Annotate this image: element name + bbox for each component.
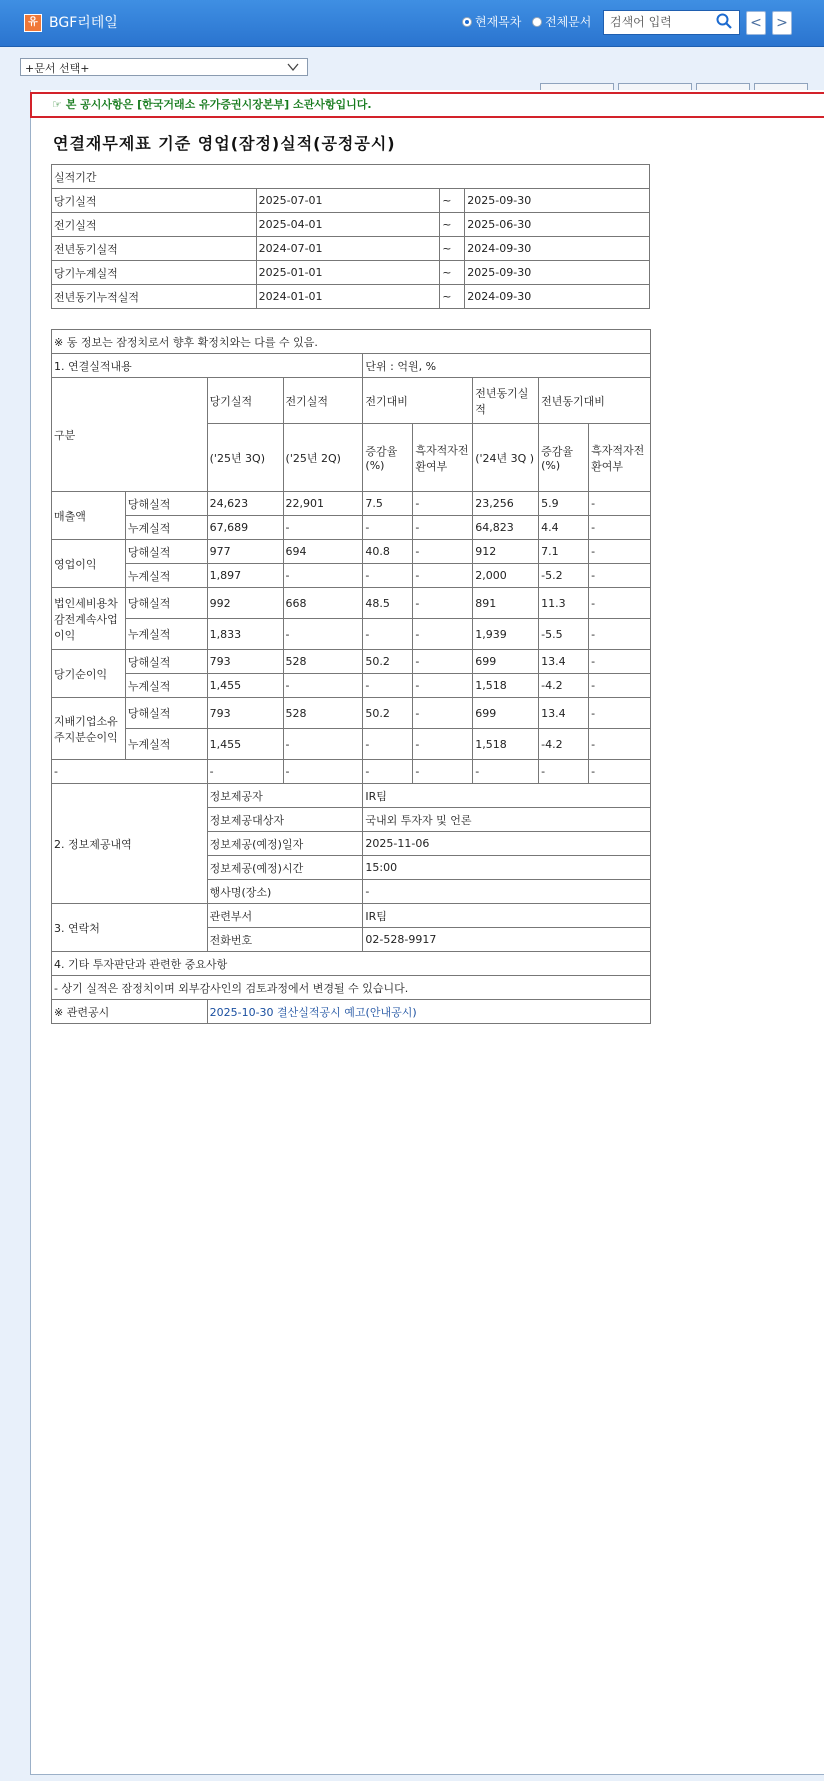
table-row [52, 285, 650, 309]
section-3-title: 3. 연락처 [52, 904, 208, 952]
value-cell: 992 [207, 588, 283, 619]
value-cell: 699 [473, 698, 539, 729]
period-sep: ~ [440, 285, 465, 309]
table-row [52, 189, 650, 213]
contact-key: 관련부서 [207, 904, 363, 928]
table-row [52, 698, 651, 729]
table-row [52, 540, 651, 564]
row-kind: 누계실적 [125, 619, 207, 650]
period-table [51, 164, 650, 309]
value-cell: - [413, 729, 473, 760]
header-previous: 전기실적 [283, 378, 363, 424]
radio-all-label: 전체문서 [545, 15, 592, 29]
radio-current-indicator[interactable] [462, 17, 472, 27]
value-cell: 793 [207, 650, 283, 674]
provisional-note: ※ 동 정보는 잠정치로서 향후 확정치와는 다를 수 있음. [52, 330, 651, 354]
period-sep: ~ [440, 189, 465, 213]
dash-cell: - [52, 760, 208, 784]
info-key: 정보제공자 [207, 784, 363, 808]
info-value: - [363, 880, 651, 904]
table-row [52, 650, 651, 674]
value-cell: 13.4 [539, 698, 589, 729]
info-value: 2025-11-06 [363, 832, 651, 856]
radio-current-label: 현재목차 [475, 15, 522, 29]
value-cell: - [589, 588, 651, 619]
value-cell: - [363, 729, 413, 760]
table-row [52, 674, 651, 698]
period-to: 2025-09-30 [465, 189, 650, 213]
results-table [51, 329, 651, 1024]
value-cell: 67,689 [207, 516, 283, 540]
related-label: ※ 관련공시 [52, 1000, 208, 1024]
period-to: 2025-09-30 [465, 261, 650, 285]
value-cell: - [413, 650, 473, 674]
header-current-quarter: ('25년 3Q) [207, 424, 283, 492]
value-cell: 24,623 [207, 492, 283, 516]
value-cell: - [413, 674, 473, 698]
period-from: 2025-07-01 [256, 189, 440, 213]
value-cell: 23,256 [473, 492, 539, 516]
value-cell: - [283, 564, 363, 588]
value-cell: -4.2 [539, 674, 589, 698]
dash-cell: - [589, 760, 651, 784]
period-from: 2025-04-01 [256, 213, 440, 237]
value-cell: 793 [207, 698, 283, 729]
table-row [52, 261, 650, 285]
period-label: 전년동기실적 [52, 237, 257, 261]
value-cell: 13.4 [539, 650, 589, 674]
row-kind: 당해실적 [125, 698, 207, 729]
header-prev-year: 전년동기실적 [473, 378, 539, 424]
related-disclosure-link[interactable]: 2025-10-30 결산실적공시 예고(안내공시) [207, 1000, 650, 1024]
period-to: 2025-06-30 [465, 213, 650, 237]
table-row [52, 564, 651, 588]
value-cell: - [363, 619, 413, 650]
value-cell: - [589, 619, 651, 650]
value-cell: - [589, 564, 651, 588]
dash-cell: - [473, 760, 539, 784]
value-cell: - [413, 516, 473, 540]
header-gubun: 구분 [52, 378, 208, 492]
row-kind: 누계실적 [125, 564, 207, 588]
row-kind: 누계실적 [125, 729, 207, 760]
item-name: 법인세비용차감전계속사업이익 [52, 588, 126, 650]
company-name[interactable]: BGF리테일 [49, 15, 118, 31]
value-cell: 7.5 [363, 492, 413, 516]
value-cell: 7.1 [539, 540, 589, 564]
value-cell: - [413, 588, 473, 619]
table-row [52, 729, 651, 760]
row-kind: 누계실적 [125, 674, 207, 698]
radio-all-indicator[interactable] [532, 17, 542, 27]
section-1-title: 1. 연결실적내용 [52, 354, 363, 378]
prev-result-button[interactable]: < [746, 11, 766, 35]
value-cell: - [283, 729, 363, 760]
value-cell: 50.2 [363, 650, 413, 674]
value-cell: 22,901 [283, 492, 363, 516]
info-key: 정보제공대상자 [207, 808, 363, 832]
row-kind: 당해실적 [125, 650, 207, 674]
item-name: 지배기업소유주지분순이익 [52, 698, 126, 760]
value-cell: 48.5 [363, 588, 413, 619]
value-cell: - [363, 674, 413, 698]
search-input[interactable]: 검색어 입력 [603, 10, 740, 35]
page-title: 연결재무제표 기준 영업(잠정)실적(공정공시) [53, 134, 396, 153]
value-cell: 912 [473, 540, 539, 564]
period-sep: ~ [440, 261, 465, 285]
period-label: 전기실적 [52, 213, 257, 237]
period-label: 당기누계실적 [52, 261, 257, 285]
value-cell: - [283, 674, 363, 698]
table-row [52, 760, 651, 784]
row-kind: 당해실적 [125, 588, 207, 619]
value-cell: - [589, 492, 651, 516]
document-select-value: +문서 선택+ [25, 62, 90, 75]
value-cell: 50.2 [363, 698, 413, 729]
info-key: 정보제공(예정)일자 [207, 832, 363, 856]
table-row [52, 516, 651, 540]
remark-text: - 상기 실적은 잠정치이며 외부감사인의 검토과정에서 변경될 수 있습니다. [52, 976, 651, 1000]
period-from: 2024-01-01 [256, 285, 440, 309]
dash-cell: - [207, 760, 283, 784]
value-cell: 891 [473, 588, 539, 619]
search-icon[interactable] [716, 13, 732, 29]
header-current: 당기실적 [207, 378, 283, 424]
header-vs-previous: 전기대비 [363, 378, 473, 424]
period-label: 당기실적 [52, 189, 257, 213]
results-body [52, 492, 651, 760]
value-cell: - [363, 516, 413, 540]
period-header: 실적기간 [52, 165, 650, 189]
value-cell: -5.2 [539, 564, 589, 588]
row-kind: 누계실적 [125, 516, 207, 540]
info-value: 국내외 투자자 및 언론 [363, 808, 651, 832]
info-key: 행사명(장소) [207, 880, 363, 904]
item-name: 매출액 [52, 492, 126, 540]
info-key: 정보제공(예정)시간 [207, 856, 363, 880]
value-cell: 699 [473, 650, 539, 674]
header-rate: 증감율(%) [363, 424, 413, 492]
info-value: IR팀 [363, 784, 651, 808]
value-cell: -5.5 [539, 619, 589, 650]
header-turn: 흑자적자전환여부 [413, 424, 473, 492]
value-cell: 1,897 [207, 564, 283, 588]
header-vs-prev-year: 전년동기대비 [539, 378, 651, 424]
period-sep: ~ [440, 213, 465, 237]
header-prev-year-quarter: ('24년 3Q ) [473, 424, 539, 492]
value-cell: 1,518 [473, 729, 539, 760]
company-logo-icon: 유 [24, 14, 42, 32]
period-label: 전년동기누적실적 [52, 285, 257, 309]
value-cell: 1,518 [473, 674, 539, 698]
value-cell: 977 [207, 540, 283, 564]
jurisdiction-notice: ☞ 본 공시사항은 [한국거래소 유가증권시장본부] 소관사항입니다. [30, 92, 824, 118]
value-cell: - [413, 564, 473, 588]
value-cell: 11.3 [539, 588, 589, 619]
period-from: 2025-01-01 [256, 261, 440, 285]
value-cell: - [589, 729, 651, 760]
info-value: 15:00 [363, 856, 651, 880]
value-cell: - [413, 619, 473, 650]
value-cell: - [413, 698, 473, 729]
top-bar [0, 0, 824, 47]
table-row [52, 213, 650, 237]
document-select[interactable] [20, 58, 308, 76]
value-cell: - [589, 516, 651, 540]
value-cell: 528 [283, 698, 363, 729]
value-cell: - [413, 540, 473, 564]
radio-current-toc[interactable] [462, 13, 521, 30]
value-cell: 40.8 [363, 540, 413, 564]
value-cell: - [589, 540, 651, 564]
value-cell: - [413, 492, 473, 516]
value-cell: 1,455 [207, 729, 283, 760]
chevron-down-icon [287, 62, 299, 72]
value-cell: - [363, 564, 413, 588]
value-cell: - [283, 619, 363, 650]
table-row [52, 492, 651, 516]
item-name: 영업이익 [52, 540, 126, 588]
row-kind: 당해실적 [125, 540, 207, 564]
radio-all-docs[interactable] [532, 13, 591, 30]
dash-cell: - [363, 760, 413, 784]
value-cell: 694 [283, 540, 363, 564]
row-kind: 당해실적 [125, 492, 207, 516]
header-turn-2: 흑자적자전환여부 [589, 424, 651, 492]
section-4-title: 4. 기타 투자판단과 관련한 중요사항 [52, 952, 651, 976]
value-cell: - [589, 698, 651, 729]
period-from: 2024-07-01 [256, 237, 440, 261]
value-cell: 64,823 [473, 516, 539, 540]
table-row [52, 588, 651, 619]
dash-cell: - [413, 760, 473, 784]
value-cell: 2,000 [473, 564, 539, 588]
value-cell: 1,939 [473, 619, 539, 650]
table-row [52, 237, 650, 261]
dash-cell: - [283, 760, 363, 784]
contact-key: 전화번호 [207, 928, 363, 952]
value-cell: - [589, 650, 651, 674]
header-rate-2: 증감율(%) [539, 424, 589, 492]
value-cell: 4.4 [539, 516, 589, 540]
unit-label: 단위 : 억원, % [363, 354, 651, 378]
contact-value: 02-528-9917 [363, 928, 651, 952]
value-cell: 668 [283, 588, 363, 619]
period-sep: ~ [440, 237, 465, 261]
contact-value: IR팀 [363, 904, 651, 928]
period-to: 2024-09-30 [465, 237, 650, 261]
value-cell: 528 [283, 650, 363, 674]
value-cell: 5.9 [539, 492, 589, 516]
next-result-button[interactable]: > [772, 11, 792, 35]
value-cell: 1,455 [207, 674, 283, 698]
table-row [52, 619, 651, 650]
section-2-title: 2. 정보제공내역 [52, 784, 208, 904]
value-cell: - [589, 674, 651, 698]
value-cell: -4.2 [539, 729, 589, 760]
value-cell: 1,833 [207, 619, 283, 650]
value-cell: - [283, 516, 363, 540]
period-to: 2024-09-30 [465, 285, 650, 309]
dash-cell: - [539, 760, 589, 784]
header-previous-quarter: ('25년 2Q) [283, 424, 363, 492]
item-name: 당기순이익 [52, 650, 126, 698]
